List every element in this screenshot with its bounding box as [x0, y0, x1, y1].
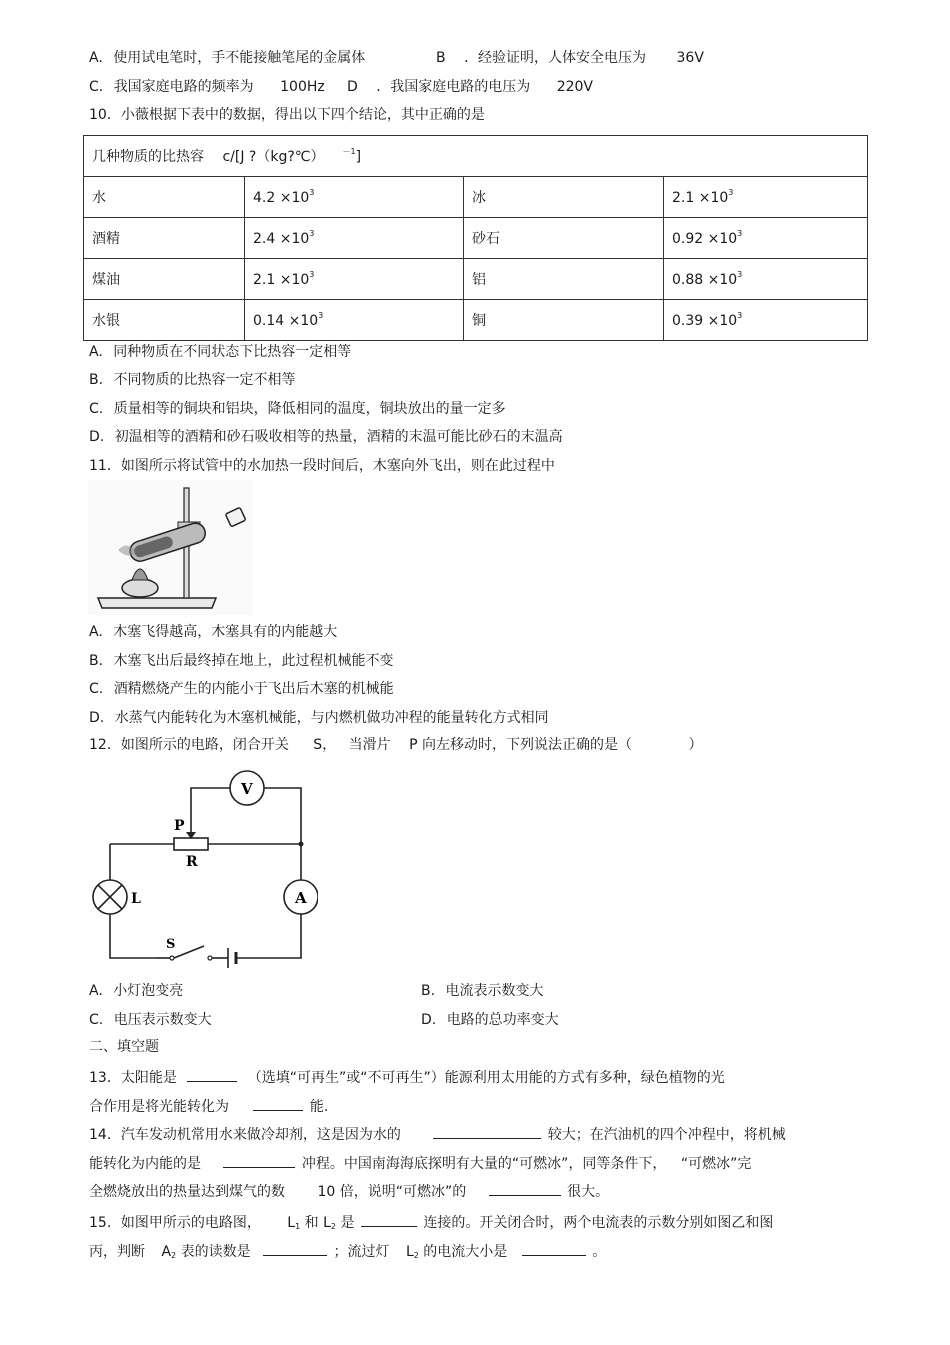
lamp-label: L — [131, 891, 141, 907]
answer-blank[interactable] — [263, 1241, 327, 1256]
q14-line2: 能转化为内能的是 冲程。中国南海海底探明有大量的“可燃冰”，同等条件下， “可燃冰”完 — [89, 1153, 751, 1173]
q12-option-d: D. 电路的总功率变大 — [421, 1012, 559, 1028]
q15-line1: 15．如图甲所示的电路图， $L_1$ 和 $L_2$ 是 连接的。开关闭合时，两个电流表的示数分别如图乙和图 — [89, 1212, 773, 1236]
q11-option-d: D. 水蒸气内能转化为木塞机械能，与内燃机做功冲程的能量转化方式相同 — [89, 710, 549, 726]
q9-option-a: A. 使用试电笔时，手不能接触笔尾的金属体 — [89, 50, 366, 66]
q12-option-a: A. 小灯泡变亮 — [89, 983, 184, 999]
q12-stem: 12．如图所示的电路，闭合开关 S， 当滑片 P 向左移动时，下列说法正确的是（ ） — [89, 737, 703, 753]
q13-line1: 13．太阳能是 （选填“可再生”或“不可再生”）能源利用太用能的方式有多种，绿色植物的光 — [89, 1067, 725, 1087]
circuit-diagram — [86, 762, 318, 972]
answer-blank[interactable] — [253, 1096, 303, 1111]
section-title: 二、填空题 — [89, 1039, 159, 1055]
specific-heat-table — [83, 135, 868, 341]
q9-option-d: D ．我国家庭电路的电压为 220V — [347, 79, 593, 95]
answer-blank[interactable] — [187, 1067, 237, 1082]
resistor-label: R — [186, 854, 198, 870]
q15-line2: 丙，判断 $A_2$ 表的读数是 ；流过灯 $L_2$ 的电流大小是 。 — [89, 1241, 606, 1265]
q13-line2: 合作用是将光能转化为 能. — [89, 1096, 328, 1116]
q10-option-c: C. 质量相等的铜块和铝块，降低相同的温度，铜块放出的量一定多 — [89, 401, 506, 417]
q10-stem: 10．小薇根据下表中的数据，得出以下四个结论，其中正确的是 — [89, 107, 485, 123]
table-caption: 几种物质的比热容 c/[J ?（kg?℃） $^{-1}$] — [84, 136, 868, 177]
table-row: 水银 $0.14 \times 10^3$ 铜 $0.39 \times 10^3$ — [84, 300, 868, 341]
answer-blank[interactable] — [223, 1153, 295, 1168]
ammeter-label: A — [295, 889, 307, 907]
table-row: 酒精 $2.4 \times 10^3$ 砂石 $0.92 \times 10^3$ — [84, 218, 868, 259]
q9-option-b: B ．经验证明，人体安全电压为 36V — [436, 50, 704, 66]
answer-blank[interactable] — [489, 1181, 561, 1196]
q9-option-c: C. 我国家庭电路的频率为 100Hz — [89, 79, 325, 95]
q12-option-b: B. 电流表示数变大 — [421, 983, 544, 999]
q10-option-d: D. 初温相等的酒精和砂石吸收相等的热量，酒精的末温可能比砂石的末温高 — [89, 429, 563, 445]
voltmeter-label: V — [241, 780, 253, 798]
table-row: 水 $4.2 \times 10^3$ 冰 $2.1 \times 10^3$ — [84, 177, 868, 218]
slider-label: P — [174, 818, 185, 834]
q11-stem: 11．如图所示将试管中的水加热一段时间后，木塞向外飞出，则在此过程中 — [89, 458, 555, 474]
q10-option-b: B. 不同物质的比热容一定不相等 — [89, 372, 296, 388]
q10-option-a: A. 同种物质在不同状态下比热容一定相等 — [89, 344, 352, 360]
q14-line1: 14．汽车发动机常用水来做冷却剂，这是因为水的 较大；在汽油机的四个冲程中，将机械 — [89, 1124, 786, 1144]
answer-blank[interactable] — [433, 1124, 541, 1139]
answer-blank[interactable] — [522, 1241, 586, 1256]
q11-option-b: B. 木塞飞出后最终掉在地上，此过程机械能不变 — [89, 653, 394, 669]
q12-option-c: C. 电压表示数变大 — [89, 1012, 212, 1028]
test-tube-heating-figure — [88, 480, 253, 615]
q14-line3: 全燃烧放出的热量达到煤气的数 10 倍，说明“可燃冰”的 很大。 — [89, 1181, 609, 1201]
q11-option-a: A. 木塞飞得越高，木塞具有的内能越大 — [89, 624, 338, 640]
answer-blank[interactable] — [361, 1212, 417, 1227]
switch-label: S — [166, 937, 176, 952]
table-row: 煤油 $2.1 \times 10^3$ 铝 $0.88 \times 10^3$ — [84, 259, 868, 300]
q11-option-c: C. 酒精燃烧产生的内能小于飞出后木塞的机械能 — [89, 681, 394, 697]
